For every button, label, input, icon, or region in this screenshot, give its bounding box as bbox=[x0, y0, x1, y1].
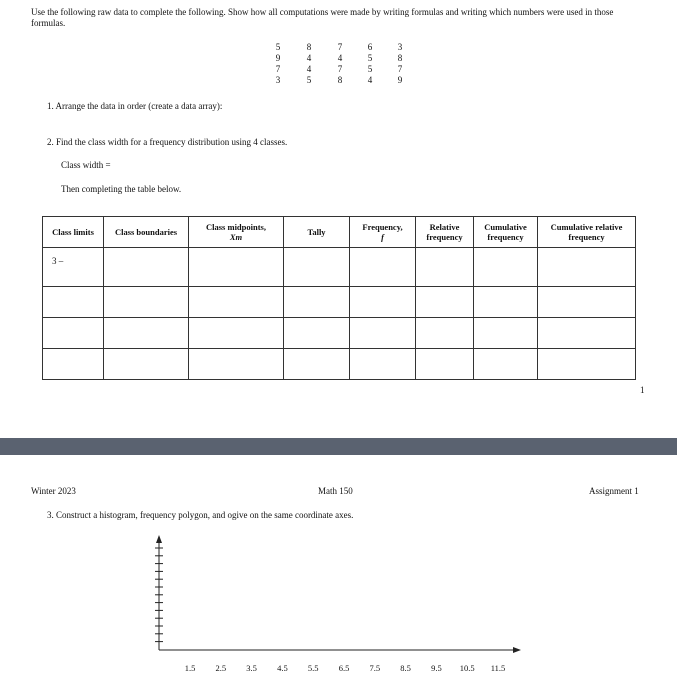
table-cell: 3 – bbox=[43, 248, 104, 287]
question-3: 3. Construct a histogram, frequency polygon, and ogive on the same coordinate axes. bbox=[47, 510, 354, 520]
raw-data-value: 8 bbox=[337, 75, 343, 85]
y-axis bbox=[155, 535, 163, 650]
x-axis-tick-label: 3.5 bbox=[246, 663, 257, 673]
raw-data-value: 5 bbox=[367, 53, 373, 63]
x-axis-tick-label: 10.5 bbox=[459, 663, 475, 673]
raw-data-value: 3 bbox=[275, 75, 281, 85]
header-frequency: Frequency, f bbox=[350, 217, 416, 248]
x-axis-arrow-icon bbox=[513, 647, 521, 653]
x-axis-tick-label: 1.5 bbox=[184, 663, 196, 673]
table-instructions: Then completing the table below. bbox=[61, 184, 182, 194]
raw-data-value: 4 bbox=[306, 64, 312, 74]
page-number: 1 bbox=[640, 385, 645, 395]
header-term: Winter 2023 bbox=[31, 486, 76, 496]
x-axis-tick-label: 8.5 bbox=[400, 663, 411, 673]
x-axis-tick-label: 7.5 bbox=[369, 663, 381, 673]
raw-data-value: 7 bbox=[337, 64, 343, 74]
raw-data-value: 5 bbox=[367, 64, 373, 74]
raw-data-value: 8 bbox=[397, 53, 403, 63]
raw-data-value: 9 bbox=[275, 53, 281, 63]
header-relative-frequency: Relative frequency bbox=[416, 217, 474, 248]
raw-data-value: 4 bbox=[306, 53, 312, 63]
x-axis-tick-label: 9.5 bbox=[431, 663, 442, 673]
raw-data-value: 5 bbox=[306, 75, 312, 85]
x-axis-tick-label: 2.5 bbox=[215, 663, 227, 673]
x-axis-tick-label: 4.5 bbox=[277, 663, 288, 673]
class-width-label: Class width = bbox=[61, 160, 111, 170]
raw-data-value: 4 bbox=[367, 75, 373, 85]
raw-data-value: 6 bbox=[367, 42, 373, 52]
raw-data-value: 8 bbox=[306, 42, 312, 52]
question-2: 2. Find the class width for a frequency distribution using 4 classes. bbox=[47, 137, 288, 147]
raw-data-value: 4 bbox=[337, 53, 343, 63]
question-1: 1. Arrange the data in order (create a data array): bbox=[47, 101, 223, 111]
x-axis bbox=[159, 647, 521, 653]
header-class-limits: Class limits bbox=[43, 217, 104, 248]
raw-data-value: 7 bbox=[337, 42, 343, 52]
x-axis-tick-label: 5.5 bbox=[307, 663, 319, 673]
raw-data-value: 7 bbox=[397, 64, 403, 74]
raw-data-value: 3 bbox=[397, 42, 403, 52]
raw-data-value: 7 bbox=[275, 64, 281, 74]
header-assignment: Assignment 1 bbox=[589, 486, 639, 496]
header-cumulative-frequency: Cumulative frequency bbox=[474, 217, 538, 248]
x-axis-tick-label: 6.5 bbox=[338, 663, 350, 673]
raw-data-value: 9 bbox=[397, 75, 403, 85]
header-course: Math 150 bbox=[318, 486, 353, 496]
y-axis-arrow-icon bbox=[156, 535, 162, 543]
header-class-boundaries: Class boundaries bbox=[104, 217, 189, 248]
raw-data-value: 5 bbox=[275, 42, 281, 52]
header-class-midpoints: Class midpoints, Xm bbox=[189, 217, 284, 248]
x-axis-tick-label: 11.5 bbox=[490, 663, 506, 673]
header-cumulative-relative-frequency: Cumulative relative frequency bbox=[538, 217, 636, 248]
instructions-text: Use the following raw data to complete the following. Show how all computations were made by writing formulas and writing which numbers were used in those formulas. bbox=[31, 7, 614, 28]
header-tally: Tally bbox=[284, 217, 350, 248]
